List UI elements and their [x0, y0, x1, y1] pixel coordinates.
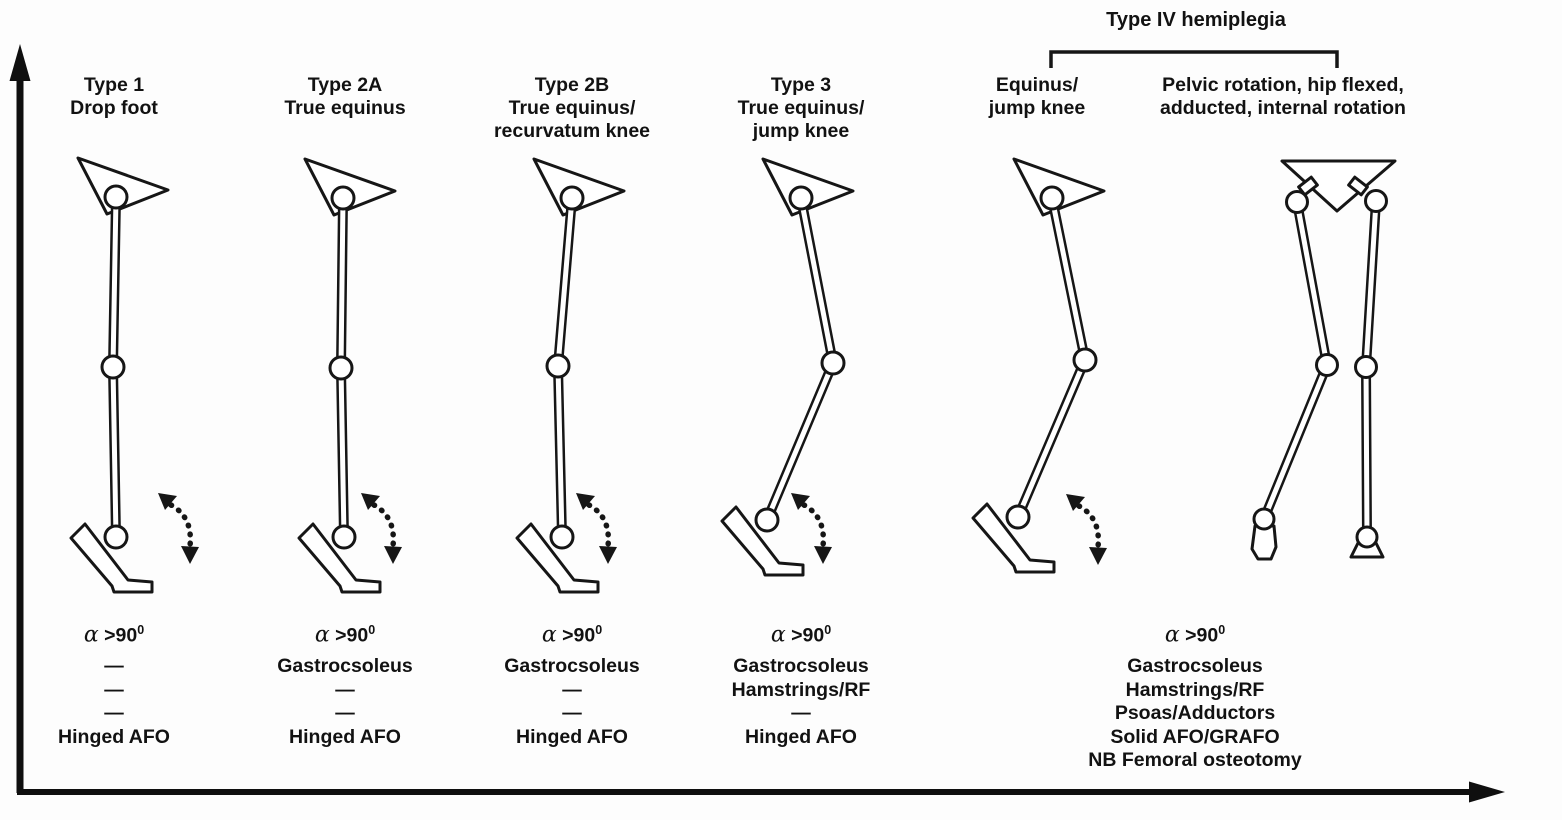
type-3-title: Type 3: [770, 74, 832, 96]
type-3-subtitle-2: jump knee: [752, 120, 850, 142]
type-4-sagittal-figure: [918, 140, 1158, 600]
type-2b-title: Type 2B: [534, 74, 610, 96]
orthosis-label: Hinged AFO: [58, 725, 170, 748]
note-label: NB Femoral osteotomy: [1088, 749, 1302, 771]
type-1-figure: [0, 140, 234, 600]
x-axis-arrow-icon: [17, 782, 1505, 803]
type-2b-figure: [452, 140, 692, 600]
type-4-sagittal-title: Equinus/: [995, 74, 1079, 96]
knee-joint-icon: [330, 357, 352, 379]
ankle-joint-icon: [1007, 506, 1029, 528]
type-1-header: [0, 74, 244, 120]
orthosis-label: Solid AFO/GRAFO: [1110, 725, 1280, 748]
surgery-row: —: [791, 702, 811, 724]
ankle-angle-label: $\alpha >90^0$: [83, 622, 145, 648]
left-hip-joint-icon: [1287, 192, 1308, 213]
hip-joint-icon: [332, 187, 354, 209]
type-4-frontal-figure: [1215, 140, 1455, 600]
hip-joint-icon: [105, 186, 127, 208]
orthosis-label: Hinged AFO: [745, 725, 857, 748]
surgery-row: Hamstrings/RF: [731, 678, 871, 701]
ankle-joint-icon: [105, 526, 127, 548]
type-2a-findings: [215, 617, 475, 749]
surgery-row: —: [335, 678, 355, 701]
ankle-joint-icon: [756, 509, 778, 531]
left-knee-joint-icon: [1317, 355, 1338, 376]
right-knee-joint-icon: [1356, 357, 1377, 378]
knee-joint-icon: [822, 352, 844, 374]
hip-joint-icon: [561, 187, 583, 209]
type-4-frontal-header: [1138, 74, 1428, 120]
orthosis-label: Hinged AFO: [516, 725, 628, 748]
right-ankle-joint-icon: [1357, 527, 1377, 547]
surgery-row: Gastrocsoleus: [733, 655, 869, 677]
type-3-subtitle: True equinus/: [737, 97, 865, 119]
type-2a-header: [215, 74, 475, 120]
type-2b-findings: [442, 617, 702, 749]
knee-joint-icon: [547, 355, 569, 377]
type-4-findings: [975, 617, 1415, 773]
hip-joint-icon: [1041, 187, 1063, 209]
surgery-row: Gastrocsoleus: [277, 655, 413, 677]
type-4-frontal-subtitle: adducted, internal rotation: [1160, 97, 1406, 119]
surgery-row: —: [104, 702, 124, 724]
type-3-figure: [680, 140, 920, 600]
type-1-title: Type 1: [83, 74, 145, 96]
type-1-findings: [0, 617, 244, 749]
surgery-row: —: [335, 702, 355, 724]
ankle-motion-arrow-icon: [576, 493, 617, 564]
type-2b-header: [442, 74, 702, 143]
surgery-row: Psoas/Adductors: [1114, 702, 1276, 724]
ankle-motion-arrow-icon: [361, 493, 402, 564]
ankle-motion-arrow-icon: [1066, 494, 1107, 565]
ankle-motion-arrow-icon: [791, 493, 832, 564]
ankle-angle-label: $\alpha >90^0$: [770, 622, 832, 648]
surgery-row: Gastrocsoleus: [504, 655, 640, 677]
knee-joint-icon: [102, 356, 124, 378]
ankle-joint-icon: [551, 526, 573, 548]
surgery-row: Hamstrings/RF: [1125, 678, 1265, 701]
type-4-sagittal-header: [927, 74, 1147, 120]
type-4-sagittal-subtitle: jump knee: [988, 97, 1086, 119]
knee-joint-icon: [1074, 349, 1096, 371]
surgery-row: —: [562, 678, 582, 701]
type-2a-figure: [223, 140, 463, 600]
ankle-angle-label: $\alpha >90^0$: [541, 622, 603, 648]
right-hip-joint-icon: [1366, 191, 1387, 212]
type-1-subtitle: Drop foot: [70, 97, 158, 119]
hip-joint-icon: [790, 187, 812, 209]
ankle-joint-icon: [333, 526, 355, 548]
type-2b-subtitle-2: recurvatum knee: [493, 120, 651, 142]
type-3-findings: [671, 617, 931, 749]
ankle-angle-label: $\alpha >90^0$: [1164, 622, 1226, 648]
surgery-row: —: [104, 655, 124, 677]
type-2b-subtitle: True equinus/: [508, 97, 636, 119]
type-4-group-title: Type IV hemiplegia: [1106, 9, 1286, 31]
surgery-row: Gastrocsoleus: [1127, 655, 1263, 677]
type-2a-title: Type 2A: [307, 74, 383, 96]
type-2a-subtitle: True equinus: [284, 97, 406, 119]
left-foot-icon: [1252, 526, 1276, 559]
orthosis-label: Hinged AFO: [289, 725, 401, 748]
surgery-row: —: [562, 702, 582, 724]
left-ankle-joint-icon: [1254, 509, 1274, 529]
type-4-group-bracket-icon: [1049, 49, 1341, 71]
surgery-row: —: [104, 678, 124, 701]
ankle-motion-arrow-icon: [158, 493, 199, 564]
type-4-frontal-title: Pelvic rotation, hip flexed,: [1162, 74, 1404, 96]
ankle-angle-label: $\alpha >90^0$: [314, 622, 376, 648]
type-3-header: [671, 74, 931, 143]
